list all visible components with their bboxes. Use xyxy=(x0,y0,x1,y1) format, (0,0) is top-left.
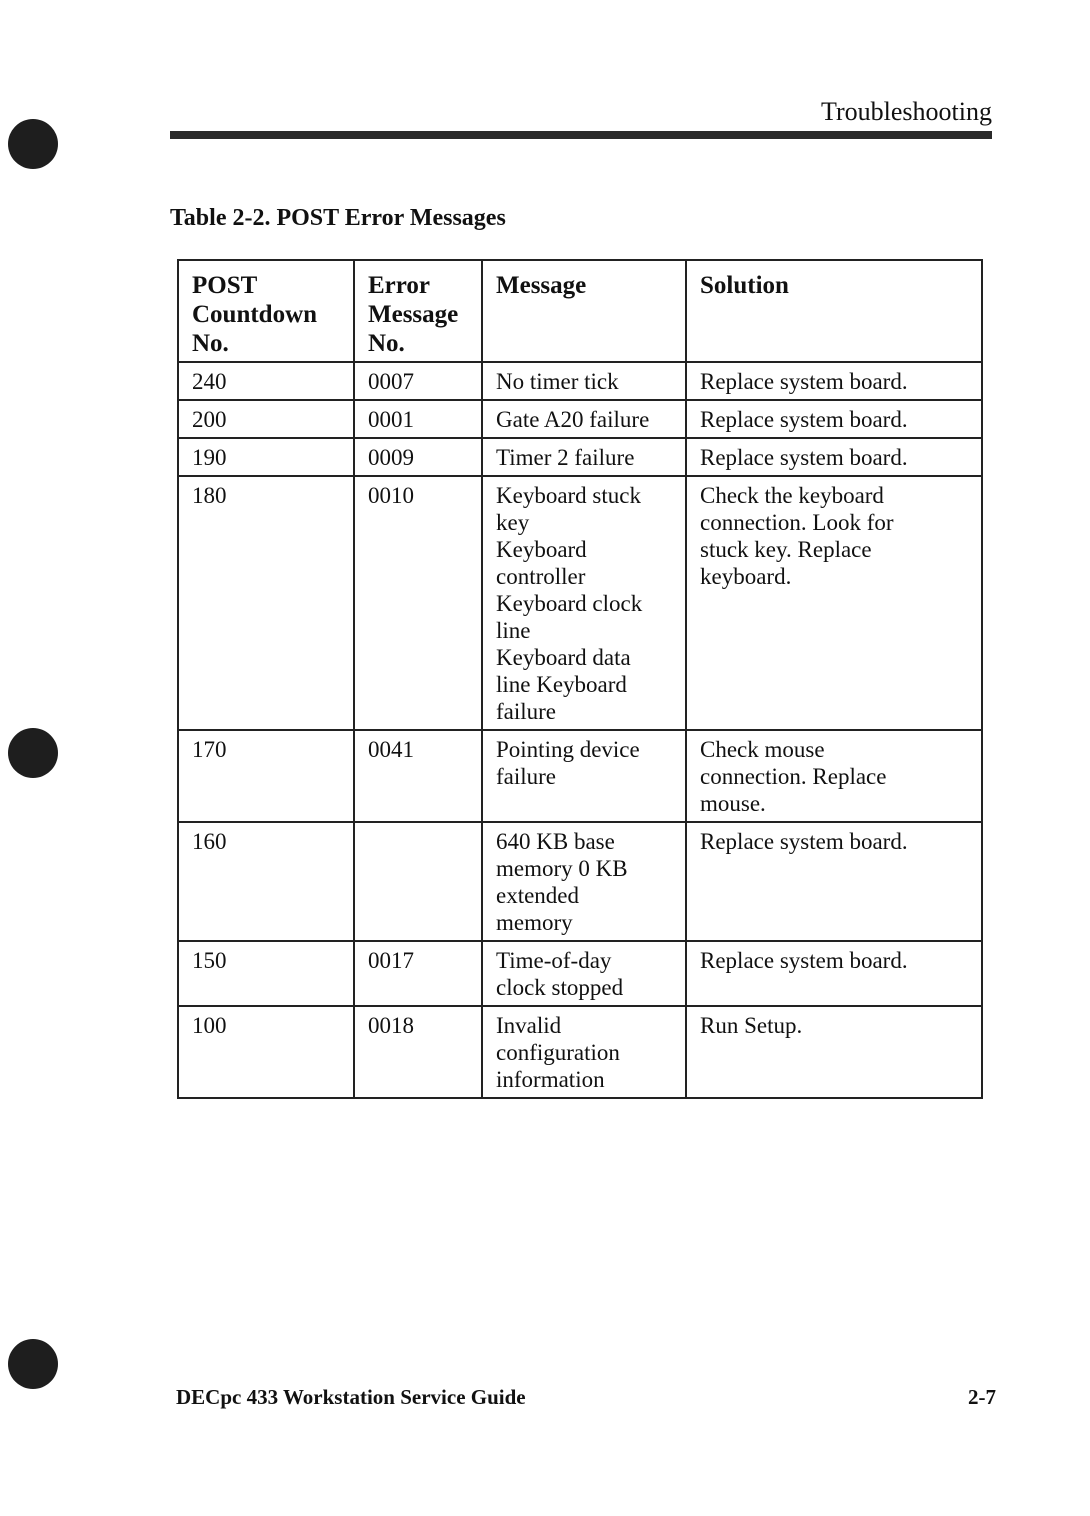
cell-error-no: 0010 xyxy=(354,476,482,730)
header-rule xyxy=(170,131,992,139)
cell-message: No timer tick xyxy=(482,362,686,400)
post-error-table xyxy=(177,259,983,1099)
cell-message: Time-of-day clock stopped xyxy=(482,941,686,1006)
table-row xyxy=(178,1006,982,1098)
cell-solution: Replace system board. xyxy=(686,822,982,941)
table-row xyxy=(178,941,982,1006)
cell-countdown: 200 xyxy=(178,400,354,438)
header-error-message-no: Error Message No. xyxy=(354,260,482,362)
cell-error-no: 0009 xyxy=(354,438,482,476)
cell-error-no: 0007 xyxy=(354,362,482,400)
cell-countdown: 240 xyxy=(178,362,354,400)
table-caption: Table 2-2. POST Error Messages xyxy=(170,205,506,231)
running-head: Troubleshooting xyxy=(821,97,992,126)
cell-countdown: 180 xyxy=(178,476,354,730)
cell-error-no: 0018 xyxy=(354,1006,482,1098)
table-row xyxy=(178,400,982,438)
cell-solution: Run Setup. xyxy=(686,1006,982,1098)
cell-error-no xyxy=(354,822,482,941)
binder-hole-top xyxy=(8,119,58,169)
cell-error-no: 0017 xyxy=(354,941,482,1006)
cell-solution: Replace system board. xyxy=(686,362,982,400)
cell-solution: Check mouse connection. Replace mouse. xyxy=(686,730,982,822)
header-message: Message xyxy=(482,260,686,362)
cell-countdown: 190 xyxy=(178,438,354,476)
table-row xyxy=(178,476,982,730)
footer-title: DECpc 433 Workstation Service Guide xyxy=(176,1385,526,1409)
cell-error-no: 0041 xyxy=(354,730,482,822)
page-number: 2-7 xyxy=(968,1385,996,1409)
cell-countdown: 100 xyxy=(178,1006,354,1098)
table-row xyxy=(178,822,982,941)
cell-message: Timer 2 failure xyxy=(482,438,686,476)
table-header-row xyxy=(178,260,982,362)
cell-message: Invalid configuration information xyxy=(482,1006,686,1098)
cell-countdown: 150 xyxy=(178,941,354,1006)
cell-solution: Check the keyboard connection. Look for stuck key. Replace keyboard. xyxy=(686,476,982,730)
header-solution: Solution xyxy=(686,260,982,362)
binder-hole-bottom xyxy=(8,1339,58,1389)
cell-countdown: 160 xyxy=(178,822,354,941)
cell-message: Keyboard stuck key Keyboard controller Keyboard clock line Keyboard data line Keyboard failure xyxy=(482,476,686,730)
cell-message: Pointing device failure xyxy=(482,730,686,822)
cell-message: 640 KB base memory 0 KB extended memory xyxy=(482,822,686,941)
table-row xyxy=(178,730,982,822)
table-row xyxy=(178,438,982,476)
cell-countdown: 170 xyxy=(178,730,354,822)
header-post-countdown: POST Countdown No. xyxy=(178,260,354,362)
cell-solution: Replace system board. xyxy=(686,400,982,438)
cell-error-no: 0001 xyxy=(354,400,482,438)
cell-message: Gate A20 failure xyxy=(482,400,686,438)
binder-hole-middle xyxy=(8,728,58,778)
cell-solution: Replace system board. xyxy=(686,941,982,1006)
table-row xyxy=(178,362,982,400)
cell-solution: Replace system board. xyxy=(686,438,982,476)
